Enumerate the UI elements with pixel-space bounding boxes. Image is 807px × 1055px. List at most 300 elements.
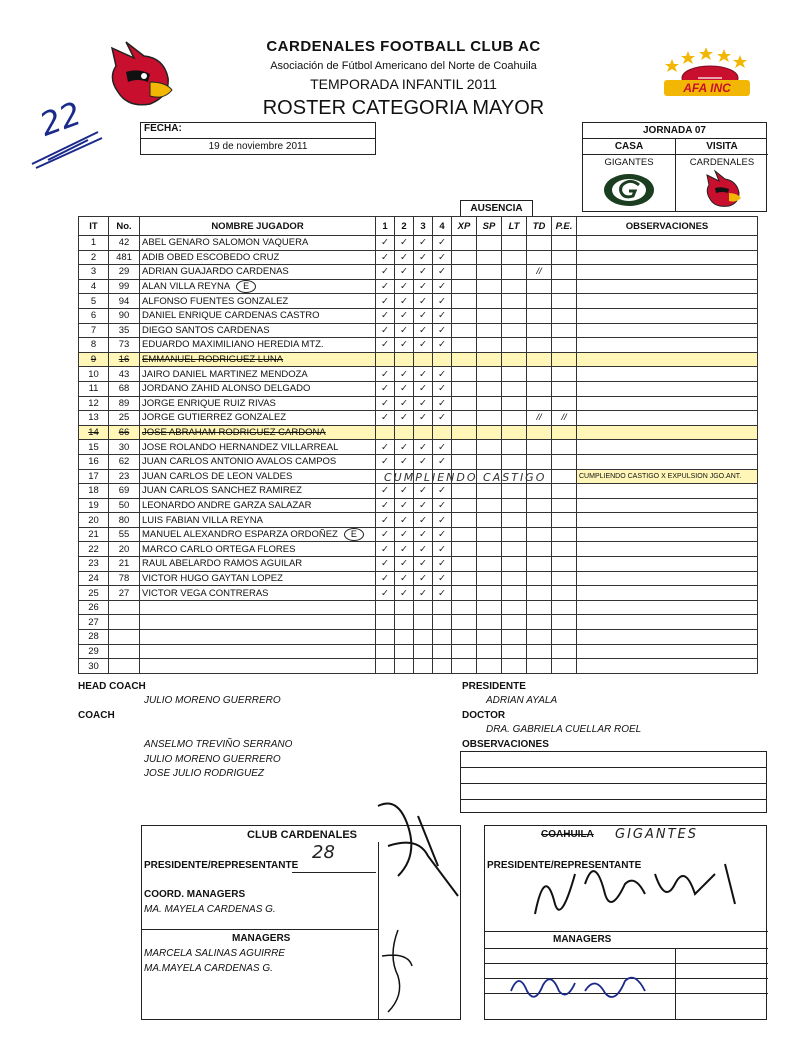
- club-manager-2: MA.MAYELA CARDENAS G.: [144, 963, 273, 974]
- row-sp: [477, 542, 502, 557]
- row-quarter-check: ✓: [433, 542, 452, 557]
- row-pe: [552, 396, 577, 411]
- table-row: [79, 615, 758, 630]
- signature-cardenales: [368, 786, 468, 906]
- row-it: 19: [79, 498, 109, 513]
- row-player-name: ALFONSO FUENTES GONZALEZ: [140, 294, 376, 309]
- row-quarter-check: ✓: [433, 571, 452, 586]
- row-quarter-check: ✓: [395, 308, 414, 323]
- row-player-name: JUAN CARLOS DE LEON VALDES: [140, 469, 376, 484]
- col-obs: OBSERVACIONES: [577, 217, 758, 236]
- table-row: [79, 396, 758, 411]
- row-td: [527, 557, 552, 572]
- observaciones-box: [460, 751, 767, 813]
- row-quarter-check: ✓: [433, 454, 452, 469]
- row-xp: [452, 615, 477, 630]
- row-observaciones: [577, 250, 758, 265]
- row-td: [527, 294, 552, 309]
- row-sp: [477, 250, 502, 265]
- row-xp: [452, 454, 477, 469]
- row-pe: [552, 323, 577, 338]
- row-player-name: LUIS FABIAN VILLA REYNA: [140, 513, 376, 528]
- row-player-name: MANUEL ALEXANDRO ESPARZA ORDOÑEZ E: [140, 527, 376, 542]
- row-quarter-check: [395, 659, 414, 674]
- row-pe: [552, 440, 577, 455]
- rival-crossed-name: COAHUILA: [541, 829, 594, 840]
- row-xp: [452, 586, 477, 601]
- presidente-label: PRESIDENTE: [462, 681, 526, 692]
- row-pe: [552, 469, 577, 484]
- row-quarter-check: ✓: [376, 484, 395, 499]
- afa-logo-text: AFA INC: [683, 81, 731, 95]
- table-row: [79, 498, 758, 513]
- row-observaciones: [577, 513, 758, 528]
- row-lt: [502, 250, 527, 265]
- row-xp: [452, 425, 477, 440]
- row-pe: [552, 308, 577, 323]
- row-xp: [452, 498, 477, 513]
- club-managers-label: MANAGERS: [232, 933, 291, 944]
- handwritten-28: 28: [312, 842, 335, 863]
- row-quarter-check: ✓: [414, 586, 433, 601]
- row-observaciones: [577, 279, 758, 294]
- row-td: [527, 308, 552, 323]
- row-sp: [477, 571, 502, 586]
- club-presidente-label: PRESIDENTE/REPRESENTANTE: [144, 860, 299, 871]
- row-player-name: [140, 615, 376, 630]
- row-number: 69: [109, 484, 140, 499]
- row-quarter-check: [395, 352, 414, 367]
- row-it: 3: [79, 265, 109, 280]
- row-it: 11: [79, 381, 109, 396]
- row-xp: [452, 338, 477, 353]
- row-xp: [452, 557, 477, 572]
- row-sp: [477, 308, 502, 323]
- row-player-name: JOSE ABRAHAM RODRIGUEZ CARDONA: [140, 425, 376, 440]
- row-observaciones: [577, 294, 758, 309]
- row-lt: [502, 323, 527, 338]
- row-quarter-check: ✓: [395, 279, 414, 294]
- row-pe: [552, 454, 577, 469]
- row-td: [527, 279, 552, 294]
- row-xp: [452, 323, 477, 338]
- afa-logo: [660, 48, 754, 100]
- row-lt: [502, 644, 527, 659]
- row-observaciones: CUMPLIENDO CASTIGO X EXPULSION JGO.ANT.: [577, 469, 758, 484]
- row-player-name: DIEGO SANTOS CARDENAS: [140, 323, 376, 338]
- row-quarter-check: ✓: [414, 498, 433, 513]
- row-player-name: [140, 600, 376, 615]
- row-it: 15: [79, 440, 109, 455]
- row-player-name: MARCO CARLO ORTEGA FLORES: [140, 542, 376, 557]
- row-quarter-check: [376, 425, 395, 440]
- table-row: [79, 630, 758, 645]
- row-quarter-check: ✓: [376, 265, 395, 280]
- row-td: [527, 250, 552, 265]
- row-quarter-check: [376, 644, 395, 659]
- casa-label: CASA: [614, 141, 644, 152]
- row-pe: [552, 630, 577, 645]
- row-player-name: EMMANUEL RODRIGUEZ LUNA: [140, 352, 376, 367]
- row-player-name: ADRIAN GUAJARDO CARDENAS: [140, 265, 376, 280]
- row-quarter-check: ✓: [376, 527, 395, 542]
- row-observaciones: [577, 542, 758, 557]
- fecha-label: FECHA:: [141, 123, 375, 139]
- row-quarter-check: ✓: [414, 308, 433, 323]
- row-player-name: JUAN CARLOS ANTONIO AVALOS CAMPOS: [140, 454, 376, 469]
- row-sp: [477, 265, 502, 280]
- row-quarter-check: ✓: [395, 484, 414, 499]
- row-pe: [552, 542, 577, 557]
- coord-managers-name: MA. MAYELA CARDENAS G.: [144, 904, 276, 915]
- row-quarter-check: ✓: [376, 571, 395, 586]
- row-quarter-check: ✓: [414, 294, 433, 309]
- row-quarter-check: ✓: [395, 323, 414, 338]
- row-td: //: [527, 265, 552, 280]
- row-pe: [552, 571, 577, 586]
- row-xp: [452, 381, 477, 396]
- row-quarter-check: ✓: [376, 381, 395, 396]
- row-td: [527, 236, 552, 251]
- row-player-name: JAIRO DANIEL MARTINEZ MENDOZA: [140, 367, 376, 382]
- row-quarter-check: ✓: [376, 586, 395, 601]
- row-quarter-check: ✓: [376, 454, 395, 469]
- row-td: [527, 338, 552, 353]
- row-td: [527, 484, 552, 499]
- row-pe: [552, 367, 577, 382]
- row-pe: [552, 527, 577, 542]
- row-sp: [477, 454, 502, 469]
- row-lt: [502, 586, 527, 601]
- table-header-row: [79, 217, 758, 236]
- row-it: 7: [79, 323, 109, 338]
- row-quarter-check: [395, 630, 414, 645]
- row-pe: [552, 557, 577, 572]
- handwritten-castigo: CUMPLIENDO CASTIGO: [384, 471, 547, 484]
- row-quarter-check: ✓: [433, 323, 452, 338]
- gigantes-logo: [603, 173, 655, 207]
- row-td: [527, 600, 552, 615]
- club-box-title: CLUB CARDENALES: [247, 829, 357, 841]
- row-xp: [452, 440, 477, 455]
- row-quarter-check: ✓: [376, 440, 395, 455]
- table-row: [79, 352, 758, 367]
- row-lt: [502, 338, 527, 353]
- row-lt: [502, 352, 527, 367]
- table-row: [79, 644, 758, 659]
- row-sp: [477, 659, 502, 674]
- handwritten-scribble: [28, 120, 108, 170]
- rival-managers-label: MANAGERS: [553, 934, 612, 945]
- col-xp: XP: [452, 217, 477, 236]
- col-q3: 3: [414, 217, 433, 236]
- row-observaciones: [577, 323, 758, 338]
- row-observaciones: [577, 440, 758, 455]
- row-quarter-check: ✓: [376, 279, 395, 294]
- row-player-name: VICTOR VEGA CONTRERAS: [140, 586, 376, 601]
- row-quarter-check: ✓: [395, 542, 414, 557]
- club-cardenales-box: [141, 825, 461, 1020]
- row-quarter-check: ✓: [395, 571, 414, 586]
- row-observaciones: [577, 352, 758, 367]
- row-observaciones: [577, 367, 758, 382]
- row-xp: [452, 542, 477, 557]
- row-xp: [452, 411, 477, 426]
- col-q4: 4: [433, 217, 452, 236]
- row-observaciones: [577, 630, 758, 645]
- row-xp: [452, 644, 477, 659]
- row-td: [527, 352, 552, 367]
- row-quarter-check: [433, 615, 452, 630]
- row-number: 16: [109, 352, 140, 367]
- row-player-name: JORGE ENRIQUE RUIZ RIVAS: [140, 396, 376, 411]
- row-quarter-check: ✓: [433, 338, 452, 353]
- row-quarter-check: ✓: [433, 513, 452, 528]
- fecha-value: 19 de noviembre 2011: [208, 141, 308, 152]
- handwritten-e-mark: E: [236, 280, 256, 293]
- row-quarter-check: ✓: [376, 513, 395, 528]
- row-observaciones: [577, 381, 758, 396]
- row-observaciones: [577, 557, 758, 572]
- row-quarter-check: ✓: [433, 484, 452, 499]
- row-number: 481: [109, 250, 140, 265]
- coach-name-1: ANSELMO TREVIÑO SERRANO: [144, 739, 293, 750]
- row-pe: //: [552, 411, 577, 426]
- table-row: [79, 513, 758, 528]
- table-row: [79, 542, 758, 557]
- row-quarter-check: ✓: [395, 338, 414, 353]
- row-quarter-check: ✓: [376, 396, 395, 411]
- row-observaciones: [577, 308, 758, 323]
- row-it: 5: [79, 294, 109, 309]
- row-lt: [502, 557, 527, 572]
- row-quarter-check: ✓: [376, 338, 395, 353]
- association-name: Asociación de Fútbol Americano del Norte de Coahuila: [270, 60, 537, 72]
- row-it: 12: [79, 396, 109, 411]
- row-quarter-check: [414, 425, 433, 440]
- table-row: [79, 425, 758, 440]
- row-it: 21: [79, 527, 109, 542]
- row-quarter-check: ✓: [414, 338, 433, 353]
- visita-label: VISITA: [706, 141, 738, 152]
- row-quarter-check: ✓: [395, 454, 414, 469]
- row-it: 13: [79, 411, 109, 426]
- row-lt: [502, 513, 527, 528]
- col-sp: SP: [477, 217, 502, 236]
- row-td: [527, 542, 552, 557]
- row-number: 55: [109, 527, 140, 542]
- row-quarter-check: ✓: [414, 454, 433, 469]
- row-it: 28: [79, 630, 109, 645]
- table-row: [79, 381, 758, 396]
- row-pe: [552, 352, 577, 367]
- row-sp: [477, 527, 502, 542]
- row-quarter-check: ✓: [395, 557, 414, 572]
- row-it: 23: [79, 557, 109, 572]
- handwritten-e-mark: E: [344, 528, 364, 541]
- table-row: [79, 440, 758, 455]
- row-player-name: JORGE GUTIERREZ GONZALEZ: [140, 411, 376, 426]
- row-sp: [477, 338, 502, 353]
- row-quarter-check: ✓: [433, 396, 452, 411]
- row-lt: [502, 236, 527, 251]
- col-td: TD: [527, 217, 552, 236]
- row-player-name: JOSE ROLANDO HERNANDEZ VILLARREAL: [140, 440, 376, 455]
- row-quarter-check: [414, 600, 433, 615]
- row-observaciones: [577, 600, 758, 615]
- row-observaciones: [577, 411, 758, 426]
- row-number: 73: [109, 338, 140, 353]
- row-quarter-check: ✓: [433, 265, 452, 280]
- col-no: No.: [109, 217, 140, 236]
- row-observaciones: [577, 484, 758, 499]
- row-quarter-check: [433, 425, 452, 440]
- row-td: [527, 615, 552, 630]
- row-quarter-check: ✓: [414, 323, 433, 338]
- row-quarter-check: [433, 630, 452, 645]
- row-quarter-check: ✓: [433, 411, 452, 426]
- row-quarter-check: ✓: [414, 557, 433, 572]
- row-number: 25: [109, 411, 140, 426]
- row-number: 42: [109, 236, 140, 251]
- row-observaciones: [577, 498, 758, 513]
- row-number: 99: [109, 279, 140, 294]
- row-it: 9: [79, 352, 109, 367]
- coach-name-3: JOSE JULIO RODRIGUEZ: [144, 768, 265, 779]
- row-pe: [552, 425, 577, 440]
- row-td: [527, 630, 552, 645]
- row-pe: [552, 484, 577, 499]
- row-quarter-check: ✓: [395, 396, 414, 411]
- row-quarter-check: ✓: [433, 367, 452, 382]
- row-it: 1: [79, 236, 109, 251]
- row-quarter-check: ✓: [376, 294, 395, 309]
- row-number: [109, 644, 140, 659]
- row-observaciones: [577, 236, 758, 251]
- row-quarter-check: ✓: [395, 381, 414, 396]
- row-quarter-check: [376, 630, 395, 645]
- row-quarter-check: ✓: [433, 250, 452, 265]
- season-title: TEMPORADA INFANTIL 2011: [310, 76, 497, 92]
- row-it: 8: [79, 338, 109, 353]
- jornada-label: JORNADA 07: [583, 123, 766, 139]
- row-xp: [452, 630, 477, 645]
- table-row: [79, 338, 758, 353]
- row-pe: [552, 615, 577, 630]
- row-quarter-check: [414, 630, 433, 645]
- row-player-name: LEONARDO ANDRE GARZA SALAZAR: [140, 498, 376, 513]
- row-player-name: RAUL ABELARDO RAMOS AGUILAR: [140, 557, 376, 572]
- table-row: [79, 308, 758, 323]
- row-quarter-check: [433, 644, 452, 659]
- row-quarter-check: [395, 644, 414, 659]
- fecha-box: [140, 122, 376, 155]
- roster-body: [79, 236, 758, 674]
- row-quarter-check: ✓: [414, 440, 433, 455]
- row-sp: [477, 396, 502, 411]
- row-quarter-check: ✓: [376, 411, 395, 426]
- table-row: [79, 250, 758, 265]
- row-quarter-check: [414, 615, 433, 630]
- row-number: 80: [109, 513, 140, 528]
- club-title: CARDENALES FOOTBALL CLUB AC: [266, 38, 541, 55]
- row-number: 21: [109, 557, 140, 572]
- row-xp: [452, 352, 477, 367]
- row-player-name: DANIEL ENRIQUE CARDENAS CASTRO: [140, 308, 376, 323]
- row-lt: [502, 294, 527, 309]
- row-quarter-check: ✓: [395, 440, 414, 455]
- row-it: 10: [79, 367, 109, 382]
- row-td: [527, 644, 552, 659]
- row-number: 66: [109, 425, 140, 440]
- row-quarter-check: ✓: [414, 250, 433, 265]
- ausencia-header: AUSENCIA: [460, 200, 533, 217]
- row-sp: [477, 367, 502, 382]
- row-xp: [452, 236, 477, 251]
- row-sp: [477, 498, 502, 513]
- row-quarter-check: ✓: [433, 236, 452, 251]
- row-quarter-check: ✓: [376, 308, 395, 323]
- row-quarter-check: [414, 659, 433, 674]
- row-sp: [477, 615, 502, 630]
- row-it: 4: [79, 279, 109, 294]
- row-quarter-check: ✓: [414, 367, 433, 382]
- roster-table: [78, 216, 758, 674]
- col-q1: 1: [376, 217, 395, 236]
- row-lt: [502, 615, 527, 630]
- row-it: 26: [79, 600, 109, 615]
- row-number: 68: [109, 381, 140, 396]
- row-quarter-check: ✓: [376, 236, 395, 251]
- row-lt: [502, 527, 527, 542]
- row-lt: [502, 425, 527, 440]
- row-it: 24: [79, 571, 109, 586]
- row-it: 25: [79, 586, 109, 601]
- table-row: [79, 557, 758, 572]
- row-quarter-check: [376, 615, 395, 630]
- table-row: [79, 367, 758, 382]
- row-sp: [477, 440, 502, 455]
- row-quarter-check: [433, 600, 452, 615]
- row-quarter-check: [433, 352, 452, 367]
- doctor-name: DRA. GABRIELA CUELLAR ROEL: [486, 724, 642, 735]
- presidente-name: ADRIAN AYALA: [486, 695, 558, 706]
- row-observaciones: [577, 615, 758, 630]
- row-quarter-check: ✓: [395, 294, 414, 309]
- row-td: [527, 513, 552, 528]
- row-pe: [552, 279, 577, 294]
- row-quarter-check: ✓: [433, 586, 452, 601]
- row-quarter-check: ✓: [433, 527, 452, 542]
- observaciones-label: OBSERVACIONES: [462, 739, 549, 750]
- row-it: 22: [79, 542, 109, 557]
- row-sp: [477, 411, 502, 426]
- row-pe: [552, 644, 577, 659]
- row-quarter-check: [376, 600, 395, 615]
- row-player-name: EDUARDO MAXIMILIANO HEREDIA MTZ.: [140, 338, 376, 353]
- row-it: 30: [79, 659, 109, 674]
- row-quarter-check: [395, 600, 414, 615]
- jornada-box: [582, 122, 767, 212]
- row-number: 29: [109, 265, 140, 280]
- row-player-name: ABEL GENARO SALOMON VAQUERA: [140, 236, 376, 251]
- row-pe: [552, 513, 577, 528]
- row-sp: [477, 381, 502, 396]
- row-quarter-check: ✓: [414, 484, 433, 499]
- row-number: 90: [109, 308, 140, 323]
- row-quarter-check: ✓: [433, 498, 452, 513]
- visita-team: CARDENALES: [689, 157, 755, 168]
